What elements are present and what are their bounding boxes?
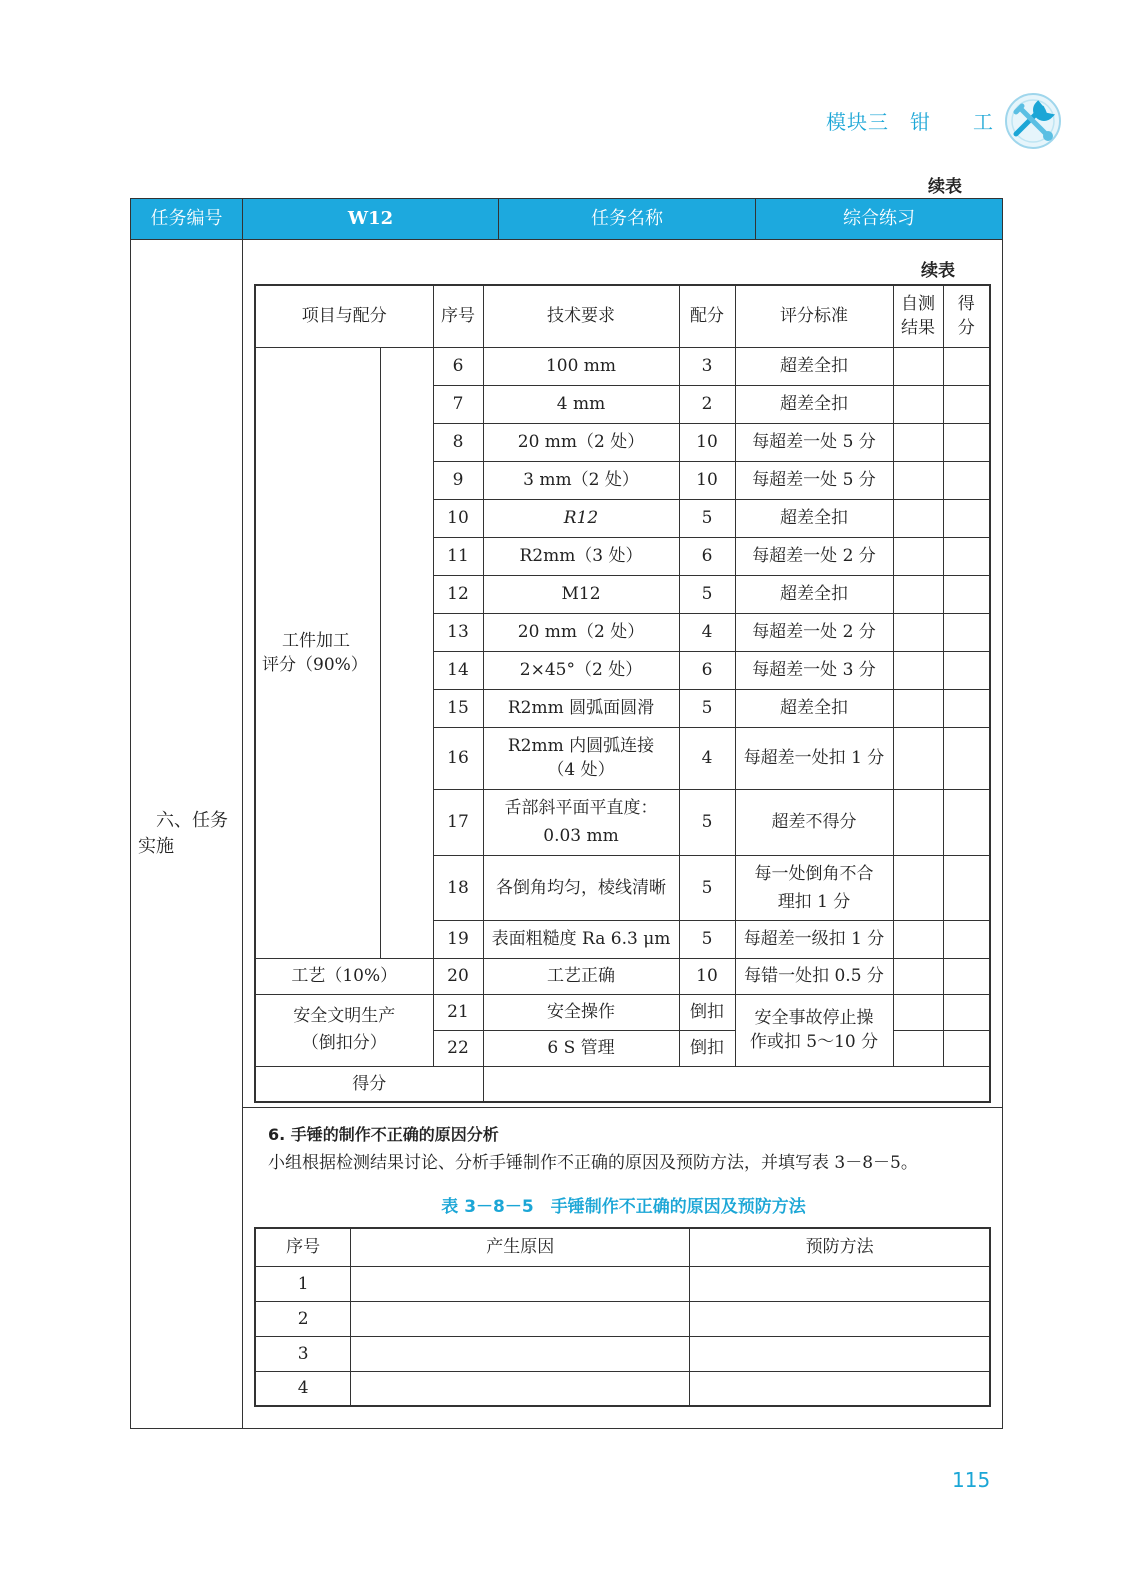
cell-cause[interactable] bbox=[351, 1336, 690, 1371]
section-paragraph: 小组根据检测结果讨论、分析手锤制作不正确的原因及预防方法，并填写表 3－8－5。 bbox=[268, 1153, 918, 1173]
cell-score: 6 bbox=[679, 651, 735, 689]
header-self: 自测 结果 bbox=[893, 285, 943, 347]
table-row bbox=[255, 347, 990, 385]
side-label-line2: 实施 bbox=[138, 836, 174, 857]
header-no: 序号 bbox=[255, 1228, 351, 1266]
cell-req: R2mm（3 处） bbox=[483, 537, 679, 575]
cell-req: 20 mm（2 处） bbox=[483, 613, 679, 651]
cell-no: 3 bbox=[255, 1336, 351, 1371]
section-title: 6. 手锤的制作不正确的原因分析 bbox=[268, 1125, 499, 1144]
cell-req: 6 S 管理 bbox=[483, 1030, 679, 1066]
cell-no: 13 bbox=[433, 613, 483, 651]
cell-self[interactable] bbox=[893, 958, 943, 994]
cell-got[interactable] bbox=[943, 727, 990, 789]
chapter-title: 模块三 钳 工 bbox=[826, 110, 994, 134]
cell-score: 5 bbox=[679, 499, 735, 537]
cell-cause[interactable] bbox=[351, 1301, 690, 1336]
cell-no: 18 bbox=[433, 855, 483, 920]
cell-std: 每超差一处 3 分 bbox=[735, 651, 893, 689]
cell-score: 10 bbox=[679, 461, 735, 499]
group-blank bbox=[380, 347, 433, 958]
cell-got[interactable] bbox=[943, 689, 990, 727]
cell-score: 10 bbox=[679, 958, 735, 994]
cell-no: 14 bbox=[433, 651, 483, 689]
side-label-line1: 六、任务 bbox=[156, 810, 228, 831]
continued-label: 续表 bbox=[928, 177, 962, 197]
cell-std: 每超差一处 2 分 bbox=[735, 613, 893, 651]
header-standard: 评分标准 bbox=[735, 285, 893, 347]
cell-std: 每超差一级扣 1 分 bbox=[735, 920, 893, 958]
cell-item: 工艺（10%） bbox=[255, 958, 433, 994]
cell-req: 20 mm（2 处） bbox=[483, 423, 679, 461]
table-row-craft bbox=[255, 958, 990, 994]
cell-self[interactable] bbox=[893, 689, 943, 727]
cell-std: 超差全扣 bbox=[735, 347, 893, 385]
task-no-value: W12 bbox=[243, 199, 499, 239]
cell-score: 2 bbox=[679, 385, 735, 423]
cell-got[interactable] bbox=[943, 347, 990, 385]
cell-self[interactable] bbox=[893, 499, 943, 537]
cell-got[interactable] bbox=[943, 613, 990, 651]
cell-got[interactable] bbox=[943, 1030, 990, 1066]
cell-self[interactable] bbox=[893, 920, 943, 958]
cell-std: 超差全扣 bbox=[735, 689, 893, 727]
table-row-safety bbox=[255, 994, 990, 1030]
cell-score: 5 bbox=[679, 920, 735, 958]
header-got: 得 分 bbox=[943, 285, 990, 347]
cell-no: 8 bbox=[433, 423, 483, 461]
cell-std: 安全事故停止操 作或扣 5～10 分 bbox=[735, 994, 893, 1066]
cell-prevent[interactable] bbox=[690, 1336, 990, 1371]
cause-table bbox=[254, 1227, 991, 1407]
table-row-total bbox=[255, 1066, 990, 1102]
cell-std: 每超差一处扣 1 分 bbox=[735, 727, 893, 789]
section-divider bbox=[242, 1107, 1003, 1108]
cell-req: 4 mm bbox=[483, 385, 679, 423]
cell-score: 倒扣 bbox=[679, 1030, 735, 1066]
cell-got[interactable] bbox=[943, 575, 990, 613]
header-cause: 产生原因 bbox=[351, 1228, 690, 1266]
wrench-logo-icon bbox=[1002, 90, 1064, 152]
cell-std: 每一处倒角不合 理扣 1 分 bbox=[735, 855, 893, 920]
cell-got[interactable] bbox=[943, 920, 990, 958]
table-header-row bbox=[255, 285, 990, 347]
cell-self[interactable] bbox=[893, 994, 943, 1030]
cell-prevent[interactable] bbox=[690, 1266, 990, 1301]
cell-req: 3 mm（2 处） bbox=[483, 461, 679, 499]
cell-std: 超差全扣 bbox=[735, 575, 893, 613]
table-header-row bbox=[255, 1228, 990, 1266]
cell-got[interactable] bbox=[943, 461, 990, 499]
cell-got[interactable] bbox=[943, 789, 990, 855]
table-row bbox=[255, 1336, 990, 1371]
cell-self[interactable] bbox=[893, 385, 943, 423]
cell-score: 倒扣 bbox=[679, 994, 735, 1030]
cell-req: 2×45°（2 处） bbox=[483, 651, 679, 689]
score-table bbox=[254, 284, 991, 1103]
cell-req: 各倒角均匀，棱线清晰 bbox=[483, 855, 679, 920]
cell-got[interactable] bbox=[943, 537, 990, 575]
cell-no: 7 bbox=[433, 385, 483, 423]
cell-std: 超差不得分 bbox=[735, 789, 893, 855]
cell-score: 4 bbox=[679, 727, 735, 789]
cell-self[interactable] bbox=[893, 1030, 943, 1066]
cell-no: 2 bbox=[255, 1301, 351, 1336]
cell-self[interactable] bbox=[893, 727, 943, 789]
cell-cause[interactable] bbox=[351, 1371, 690, 1406]
task-name-label: 任务名称 bbox=[499, 199, 756, 239]
header-item: 项目与配分 bbox=[255, 285, 433, 347]
cell-req: 表面粗糙度 Ra 6.3 μm bbox=[483, 920, 679, 958]
cell-req: M12 bbox=[483, 575, 679, 613]
cell-no: 10 bbox=[433, 499, 483, 537]
cell-score: 4 bbox=[679, 613, 735, 651]
task-name-value: 综合练习 bbox=[843, 208, 915, 229]
cell-score: 3 bbox=[679, 347, 735, 385]
cell-no: 16 bbox=[433, 727, 483, 789]
cell-req: 安全操作 bbox=[483, 994, 679, 1030]
cell-no: 1 bbox=[255, 1266, 351, 1301]
task-no-label: 任务编号 bbox=[131, 199, 243, 239]
task-header-bar bbox=[130, 198, 1003, 240]
cell-self[interactable] bbox=[893, 855, 943, 920]
cell-self[interactable] bbox=[893, 575, 943, 613]
cell-no: 17 bbox=[433, 789, 483, 855]
cell-got[interactable] bbox=[943, 958, 990, 994]
cell-req: R12 bbox=[483, 499, 679, 537]
cell-self[interactable] bbox=[893, 537, 943, 575]
header-no: 序号 bbox=[433, 285, 483, 347]
column-divider bbox=[242, 240, 243, 1429]
cell-req: 100 mm bbox=[483, 347, 679, 385]
total-value[interactable] bbox=[483, 1066, 990, 1102]
header-req: 技术要求 bbox=[483, 285, 679, 347]
total-label: 得分 bbox=[255, 1066, 483, 1102]
cell-got[interactable] bbox=[943, 499, 990, 537]
page-number: 115 bbox=[952, 1468, 991, 1492]
cell-std: 每超差一处 5 分 bbox=[735, 461, 893, 499]
cell-score: 10 bbox=[679, 423, 735, 461]
cell-self[interactable] bbox=[893, 347, 943, 385]
table-row bbox=[255, 1371, 990, 1406]
cell-got[interactable] bbox=[943, 423, 990, 461]
cell-got[interactable] bbox=[943, 651, 990, 689]
cell-score: 5 bbox=[679, 855, 735, 920]
inner-continued-label: 续表 bbox=[921, 261, 955, 281]
table-caption: 表 3－8－5 手锤制作不正确的原因及预防方法 bbox=[441, 1197, 806, 1217]
cell-score: 5 bbox=[679, 689, 735, 727]
table-row bbox=[255, 1266, 990, 1301]
cell-req: 舌部斜平面平直度： 0.03 mm bbox=[483, 789, 679, 855]
cell-no: 4 bbox=[255, 1371, 351, 1406]
cell-req: R2mm 内圆弧连接 （4 处） bbox=[483, 727, 679, 789]
cell-no: 12 bbox=[433, 575, 483, 613]
header-score: 配分 bbox=[679, 285, 735, 347]
table-row bbox=[255, 1301, 990, 1336]
cell-std: 每超差一处 2 分 bbox=[735, 537, 893, 575]
cell-no: 11 bbox=[433, 537, 483, 575]
cell-req: R2mm 圆弧面圆滑 bbox=[483, 689, 679, 727]
cell-self[interactable] bbox=[893, 789, 943, 855]
cell-std: 超差全扣 bbox=[735, 385, 893, 423]
group-workpiece: 工件加工 评分（90%） bbox=[255, 347, 380, 958]
cell-self[interactable] bbox=[893, 461, 943, 499]
cell-score: 6 bbox=[679, 537, 735, 575]
cell-self[interactable] bbox=[893, 613, 943, 651]
cell-std: 超差全扣 bbox=[735, 499, 893, 537]
cell-item: 安全文明生产 （倒扣分） bbox=[255, 994, 433, 1066]
cell-prevent[interactable] bbox=[690, 1301, 990, 1336]
cell-std: 每错一处扣 0.5 分 bbox=[735, 958, 893, 994]
cell-req: 工艺正确 bbox=[483, 958, 679, 994]
cell-no: 9 bbox=[433, 461, 483, 499]
cell-no: 20 bbox=[433, 958, 483, 994]
cell-no: 19 bbox=[433, 920, 483, 958]
section-side-label bbox=[138, 808, 238, 860]
cell-no: 15 bbox=[433, 689, 483, 727]
cell-got[interactable] bbox=[943, 994, 990, 1030]
cell-prevent[interactable] bbox=[690, 1371, 990, 1406]
cell-score: 5 bbox=[679, 789, 735, 855]
cell-got[interactable] bbox=[943, 385, 990, 423]
cell-score: 5 bbox=[679, 575, 735, 613]
cell-no: 21 bbox=[433, 994, 483, 1030]
cell-self[interactable] bbox=[893, 423, 943, 461]
cell-no: 6 bbox=[433, 347, 483, 385]
cell-std: 每超差一处 5 分 bbox=[735, 423, 893, 461]
cell-got[interactable] bbox=[943, 855, 990, 920]
cell-no: 22 bbox=[433, 1030, 483, 1066]
cell-cause[interactable] bbox=[351, 1266, 690, 1301]
cell-self[interactable] bbox=[893, 651, 943, 689]
header-prevent: 预防方法 bbox=[690, 1228, 990, 1266]
